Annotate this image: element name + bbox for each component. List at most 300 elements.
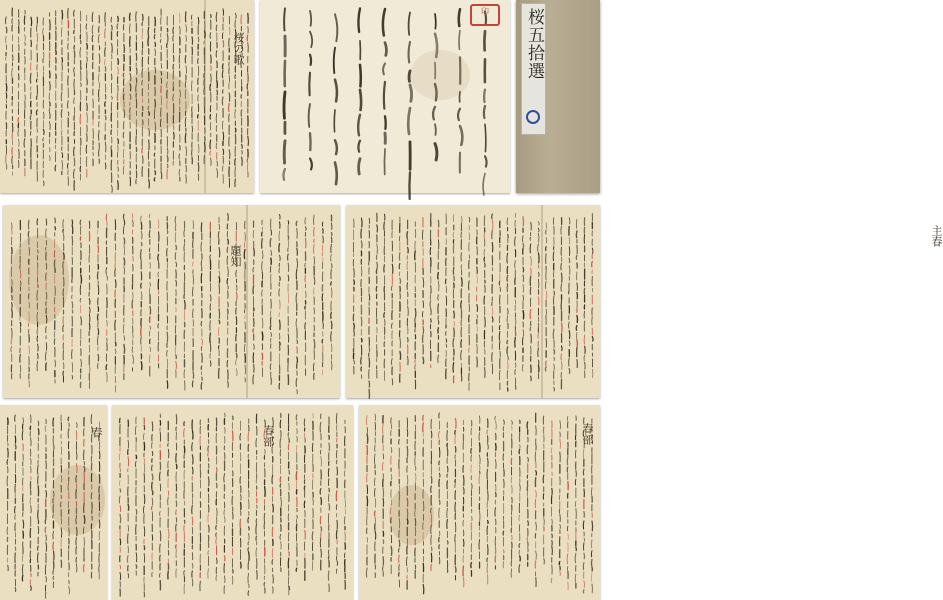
script-stroke bbox=[176, 280, 177, 286]
script-stroke bbox=[288, 514, 289, 521]
script-stroke bbox=[72, 310, 73, 313]
script-stroke bbox=[45, 565, 46, 575]
script-stroke bbox=[198, 78, 199, 84]
script-stroke bbox=[360, 90, 361, 110]
script-stroke bbox=[519, 550, 520, 554]
script-stroke bbox=[89, 307, 90, 313]
script-stroke bbox=[262, 332, 263, 340]
script-stroke bbox=[155, 42, 156, 46]
script-stroke bbox=[289, 470, 290, 474]
script-stroke bbox=[507, 283, 508, 291]
script-stroke bbox=[124, 335, 125, 340]
script-stroke bbox=[124, 220, 125, 226]
script-stroke bbox=[438, 281, 439, 291]
script-stroke bbox=[499, 331, 500, 340]
script-stroke bbox=[198, 144, 199, 153]
script-stroke bbox=[248, 542, 249, 545]
script-stroke bbox=[375, 531, 376, 539]
script-stroke bbox=[552, 534, 553, 538]
script-stroke bbox=[459, 9, 460, 26]
script-stroke bbox=[167, 43, 168, 47]
script-stroke bbox=[538, 228, 539, 231]
script-stroke bbox=[455, 419, 456, 429]
script-stroke bbox=[72, 350, 73, 359]
script-stroke bbox=[151, 506, 152, 509]
script-stroke bbox=[495, 416, 496, 419]
script-stroke bbox=[167, 156, 168, 162]
script-stroke bbox=[62, 10, 63, 19]
script-stroke bbox=[63, 325, 64, 331]
script-stroke bbox=[256, 438, 257, 446]
script-stroke bbox=[469, 217, 470, 222]
script-stroke bbox=[210, 84, 211, 91]
manuscript-page-top-center bbox=[260, 0, 510, 193]
script-stroke bbox=[321, 498, 322, 505]
script-stroke bbox=[422, 230, 423, 239]
script-stroke bbox=[107, 343, 108, 351]
script-stroke bbox=[310, 11, 311, 26]
script-stroke bbox=[99, 74, 100, 82]
script-stroke bbox=[576, 326, 577, 331]
script-stroke bbox=[148, 37, 149, 46]
script-stroke bbox=[399, 439, 400, 444]
script-stroke bbox=[309, 104, 310, 127]
script-stroke bbox=[185, 133, 186, 142]
script-stroke bbox=[84, 564, 85, 571]
script-stroke bbox=[223, 132, 224, 140]
script-stroke bbox=[22, 575, 23, 581]
script-stroke bbox=[471, 465, 472, 472]
script-stroke bbox=[216, 468, 217, 472]
script-stroke bbox=[200, 581, 201, 590]
script-stroke bbox=[480, 455, 481, 464]
script-stroke bbox=[344, 471, 345, 477]
script-stroke bbox=[198, 66, 199, 76]
script-stroke bbox=[508, 234, 509, 238]
script-stroke bbox=[454, 311, 455, 318]
script-stroke bbox=[244, 249, 245, 258]
script-stroke bbox=[136, 553, 137, 562]
script-stroke bbox=[55, 145, 56, 148]
script-stroke bbox=[115, 269, 116, 277]
script-stroke bbox=[224, 474, 225, 483]
script-stroke bbox=[391, 546, 392, 555]
script-stroke bbox=[62, 160, 63, 169]
script-stroke bbox=[144, 463, 145, 472]
script-stroke bbox=[87, 103, 88, 110]
script-stroke bbox=[97, 272, 98, 279]
script-stroke bbox=[262, 232, 263, 236]
script-stroke bbox=[38, 553, 39, 563]
script-stroke bbox=[314, 340, 315, 349]
script-stroke bbox=[331, 313, 332, 319]
script-stroke bbox=[240, 434, 241, 441]
script-stroke bbox=[445, 279, 446, 283]
script-stroke bbox=[454, 276, 455, 281]
script-stroke bbox=[314, 227, 315, 236]
script-stroke bbox=[141, 327, 142, 336]
manuscript-page-middle-right bbox=[346, 205, 943, 398]
script-stroke bbox=[43, 52, 44, 57]
script-stroke bbox=[222, 121, 223, 129]
script-stroke bbox=[97, 363, 98, 368]
script-stroke bbox=[523, 364, 524, 371]
script-stroke bbox=[335, 140, 337, 154]
script-stroke bbox=[463, 466, 464, 473]
script-stroke bbox=[46, 535, 47, 541]
script-stroke bbox=[105, 59, 106, 65]
section-heading: 題知 bbox=[229, 245, 242, 267]
script-columns-bottom-center bbox=[112, 405, 353, 600]
script-stroke bbox=[328, 469, 329, 477]
script-stroke bbox=[447, 474, 448, 477]
script-stroke bbox=[241, 101, 242, 107]
script-stroke bbox=[512, 421, 513, 425]
script-stroke bbox=[455, 567, 456, 572]
script-stroke bbox=[546, 291, 547, 299]
manuscript-page-middle-left bbox=[3, 205, 340, 398]
script-stroke bbox=[228, 381, 229, 387]
script-stroke bbox=[6, 27, 7, 33]
script-stroke bbox=[575, 574, 576, 582]
section-heading: 主春 bbox=[930, 225, 943, 247]
script-stroke bbox=[523, 295, 524, 300]
script-stroke bbox=[554, 357, 555, 360]
script-stroke bbox=[310, 32, 312, 48]
script-stroke bbox=[80, 237, 81, 240]
script-stroke bbox=[202, 338, 203, 345]
script-stroke bbox=[124, 45, 125, 53]
script-stroke bbox=[167, 249, 168, 256]
script-stroke bbox=[20, 328, 21, 333]
script-stroke bbox=[313, 499, 314, 505]
script-stroke bbox=[81, 83, 82, 87]
script-stroke bbox=[53, 570, 54, 574]
script-stroke bbox=[320, 516, 321, 524]
script-stroke bbox=[262, 239, 263, 249]
script-stroke bbox=[253, 268, 254, 272]
script-stroke bbox=[15, 415, 16, 421]
script-stroke bbox=[455, 484, 456, 487]
script-stroke bbox=[507, 347, 508, 354]
script-stroke bbox=[247, 35, 248, 41]
script-stroke bbox=[46, 542, 47, 551]
script-stroke bbox=[81, 317, 82, 325]
script-stroke bbox=[369, 262, 370, 265]
water-stain bbox=[410, 50, 470, 100]
script-stroke bbox=[175, 232, 176, 242]
script-stroke bbox=[210, 115, 211, 119]
script-stroke bbox=[141, 292, 142, 300]
script-stroke bbox=[210, 295, 211, 301]
script-stroke bbox=[543, 416, 544, 424]
script-stroke bbox=[495, 508, 496, 516]
script-stroke bbox=[201, 242, 202, 251]
script-stroke bbox=[369, 294, 370, 300]
script-stroke bbox=[515, 318, 516, 325]
script-stroke bbox=[152, 482, 153, 489]
script-stroke bbox=[520, 556, 521, 561]
script-stroke bbox=[391, 425, 392, 429]
script-stroke bbox=[247, 84, 248, 90]
script-stroke bbox=[227, 360, 228, 366]
script-stroke bbox=[89, 366, 90, 372]
script-stroke bbox=[235, 109, 236, 118]
script-stroke bbox=[119, 453, 120, 460]
script-stroke bbox=[28, 231, 29, 236]
script-stroke bbox=[331, 321, 332, 328]
script-stroke bbox=[289, 586, 290, 590]
script-stroke bbox=[527, 422, 528, 428]
script-stroke bbox=[161, 171, 162, 178]
script-stroke bbox=[208, 551, 209, 555]
section-heading: 春部 bbox=[581, 423, 594, 445]
script-stroke bbox=[280, 276, 281, 280]
script-stroke bbox=[545, 281, 546, 288]
script-stroke bbox=[297, 347, 298, 353]
script-stroke bbox=[192, 455, 193, 464]
script-stroke bbox=[515, 385, 516, 389]
script-stroke bbox=[280, 320, 281, 329]
script-stroke bbox=[296, 293, 297, 302]
script-stroke bbox=[176, 464, 177, 468]
script-stroke bbox=[499, 341, 500, 349]
script-stroke bbox=[219, 309, 220, 318]
script-stroke bbox=[273, 504, 274, 512]
script-stroke bbox=[377, 262, 378, 268]
script-stroke bbox=[236, 292, 237, 300]
script-stroke bbox=[463, 487, 464, 494]
script-stroke bbox=[241, 562, 242, 568]
script-stroke bbox=[335, 80, 337, 102]
script-stroke bbox=[216, 125, 217, 131]
script-stroke bbox=[384, 313, 385, 318]
script-stroke bbox=[584, 355, 585, 360]
script-stroke bbox=[229, 150, 230, 159]
script-stroke bbox=[54, 339, 55, 344]
script-stroke bbox=[211, 74, 212, 82]
script-stroke bbox=[43, 112, 44, 118]
script-stroke bbox=[527, 445, 528, 453]
script-stroke bbox=[433, 107, 435, 119]
script-stroke bbox=[135, 461, 136, 466]
script-stroke bbox=[43, 129, 44, 134]
script-stroke bbox=[559, 562, 560, 565]
script-stroke bbox=[438, 295, 439, 300]
script-stroke bbox=[569, 247, 570, 256]
script-stroke bbox=[392, 286, 393, 291]
script-stroke bbox=[336, 450, 337, 457]
script-stroke bbox=[167, 148, 168, 154]
script-stroke bbox=[270, 364, 271, 370]
script-stroke bbox=[50, 102, 51, 106]
script-stroke bbox=[248, 573, 249, 583]
water-stain bbox=[389, 485, 434, 545]
script-stroke bbox=[409, 172, 410, 199]
script-stroke bbox=[46, 326, 47, 332]
script-stroke bbox=[569, 341, 570, 346]
script-stroke bbox=[310, 159, 312, 170]
script-stroke bbox=[69, 563, 70, 570]
script-stroke bbox=[218, 232, 219, 239]
script-stroke bbox=[273, 575, 274, 583]
script-stroke bbox=[244, 310, 245, 313]
script-stroke bbox=[384, 265, 385, 272]
script-stroke bbox=[569, 330, 570, 338]
script-stroke bbox=[120, 489, 121, 492]
script-stroke bbox=[284, 8, 285, 30]
script-stroke bbox=[314, 244, 315, 253]
script-stroke bbox=[415, 318, 416, 322]
script-stroke bbox=[80, 220, 81, 224]
cover-title: 桜五拾選 bbox=[524, 8, 544, 80]
script-stroke bbox=[142, 156, 143, 164]
script-stroke bbox=[453, 338, 454, 347]
section-heading: 桜の歌 bbox=[232, 32, 245, 65]
script-stroke bbox=[38, 344, 39, 351]
script-stroke bbox=[105, 142, 106, 152]
script-stroke bbox=[592, 521, 593, 531]
script-stroke bbox=[253, 286, 254, 294]
script-stroke bbox=[296, 221, 297, 225]
script-stroke bbox=[36, 110, 37, 115]
script-stroke bbox=[335, 162, 337, 184]
script-stroke bbox=[538, 244, 539, 252]
script-stroke bbox=[107, 321, 108, 327]
script-stroke bbox=[369, 347, 370, 351]
script-stroke bbox=[407, 232, 408, 239]
script-stroke bbox=[334, 110, 335, 132]
script-stroke bbox=[63, 371, 64, 375]
script-stroke bbox=[354, 330, 355, 336]
script-stroke bbox=[400, 293, 401, 299]
script-stroke bbox=[415, 251, 416, 260]
script-stroke bbox=[135, 426, 136, 435]
script-stroke bbox=[236, 308, 237, 314]
script-stroke bbox=[198, 59, 199, 64]
script-stroke bbox=[150, 306, 151, 314]
script-stroke bbox=[455, 431, 456, 435]
script-stroke bbox=[264, 582, 265, 585]
script-stroke bbox=[383, 547, 384, 553]
script-stroke bbox=[406, 557, 407, 566]
script-stroke bbox=[132, 300, 133, 308]
script-stroke bbox=[112, 185, 113, 192]
script-stroke bbox=[331, 244, 332, 252]
script-stroke bbox=[176, 361, 177, 368]
script-stroke bbox=[334, 48, 335, 73]
script-stroke bbox=[515, 278, 516, 285]
script-stroke bbox=[84, 450, 85, 459]
script-stroke bbox=[576, 231, 577, 238]
script-stroke bbox=[80, 48, 81, 58]
script-stroke bbox=[210, 321, 211, 331]
script-stroke bbox=[507, 253, 508, 263]
script-stroke bbox=[98, 229, 99, 234]
script-stroke bbox=[499, 316, 500, 323]
script-stroke bbox=[149, 331, 150, 336]
script-stroke bbox=[25, 10, 26, 14]
script-stroke bbox=[148, 27, 149, 35]
script-stroke bbox=[439, 531, 440, 535]
script-stroke bbox=[87, 57, 88, 62]
script-stroke bbox=[288, 433, 289, 436]
script-stroke bbox=[160, 39, 161, 42]
script-stroke bbox=[296, 319, 297, 327]
script-stroke bbox=[31, 573, 32, 576]
script-stroke bbox=[168, 529, 169, 539]
manuscript-page-bottom-right bbox=[359, 405, 600, 600]
script-stroke bbox=[46, 491, 47, 498]
script-columns-middle-right bbox=[346, 205, 600, 398]
script-stroke bbox=[331, 232, 332, 235]
script-stroke bbox=[115, 280, 116, 288]
script-stroke bbox=[453, 232, 454, 237]
script-stroke bbox=[54, 551, 55, 560]
script-stroke bbox=[271, 250, 272, 255]
script-stroke bbox=[567, 417, 568, 421]
script-stroke bbox=[176, 545, 177, 548]
script-stroke bbox=[87, 52, 88, 55]
page-fold bbox=[246, 205, 248, 398]
script-stroke bbox=[141, 283, 142, 288]
script-stroke bbox=[210, 151, 211, 156]
script-stroke bbox=[488, 521, 489, 524]
script-stroke bbox=[92, 35, 93, 41]
script-stroke bbox=[233, 416, 234, 419]
script-stroke bbox=[22, 430, 23, 439]
volume-mark-icon bbox=[526, 110, 540, 124]
script-stroke bbox=[154, 34, 155, 38]
script-stroke bbox=[538, 365, 539, 372]
water-stain bbox=[120, 70, 190, 130]
script-stroke bbox=[407, 283, 408, 290]
script-stroke bbox=[455, 535, 456, 543]
script-stroke bbox=[383, 540, 384, 544]
script-stroke bbox=[383, 531, 384, 536]
script-stroke bbox=[354, 323, 355, 329]
script-stroke bbox=[471, 563, 472, 568]
script-stroke bbox=[92, 25, 93, 33]
script-stroke bbox=[492, 353, 493, 362]
script-stroke bbox=[68, 417, 69, 420]
script-stroke bbox=[431, 431, 432, 438]
script-stroke bbox=[354, 280, 355, 285]
script-stroke bbox=[6, 155, 7, 163]
script-stroke bbox=[399, 555, 400, 562]
script-stroke bbox=[216, 525, 217, 529]
script-stroke bbox=[577, 340, 578, 347]
script-stroke bbox=[375, 498, 376, 507]
script-stroke bbox=[576, 255, 577, 259]
script-stroke bbox=[280, 255, 281, 261]
script-stroke bbox=[328, 571, 329, 580]
script-stroke bbox=[536, 490, 537, 497]
script-stroke bbox=[320, 422, 321, 432]
script-stroke bbox=[546, 238, 547, 243]
script-stroke bbox=[208, 458, 209, 461]
script-stroke bbox=[141, 250, 142, 260]
manuscript-page-bottom-center bbox=[112, 405, 353, 600]
script-stroke bbox=[321, 549, 322, 557]
script-stroke bbox=[528, 521, 529, 526]
script-stroke bbox=[208, 464, 209, 468]
script-stroke bbox=[297, 390, 298, 394]
script-stroke bbox=[152, 442, 153, 448]
script-stroke bbox=[6, 84, 7, 91]
script-stroke bbox=[322, 252, 323, 256]
script-stroke bbox=[562, 346, 563, 351]
